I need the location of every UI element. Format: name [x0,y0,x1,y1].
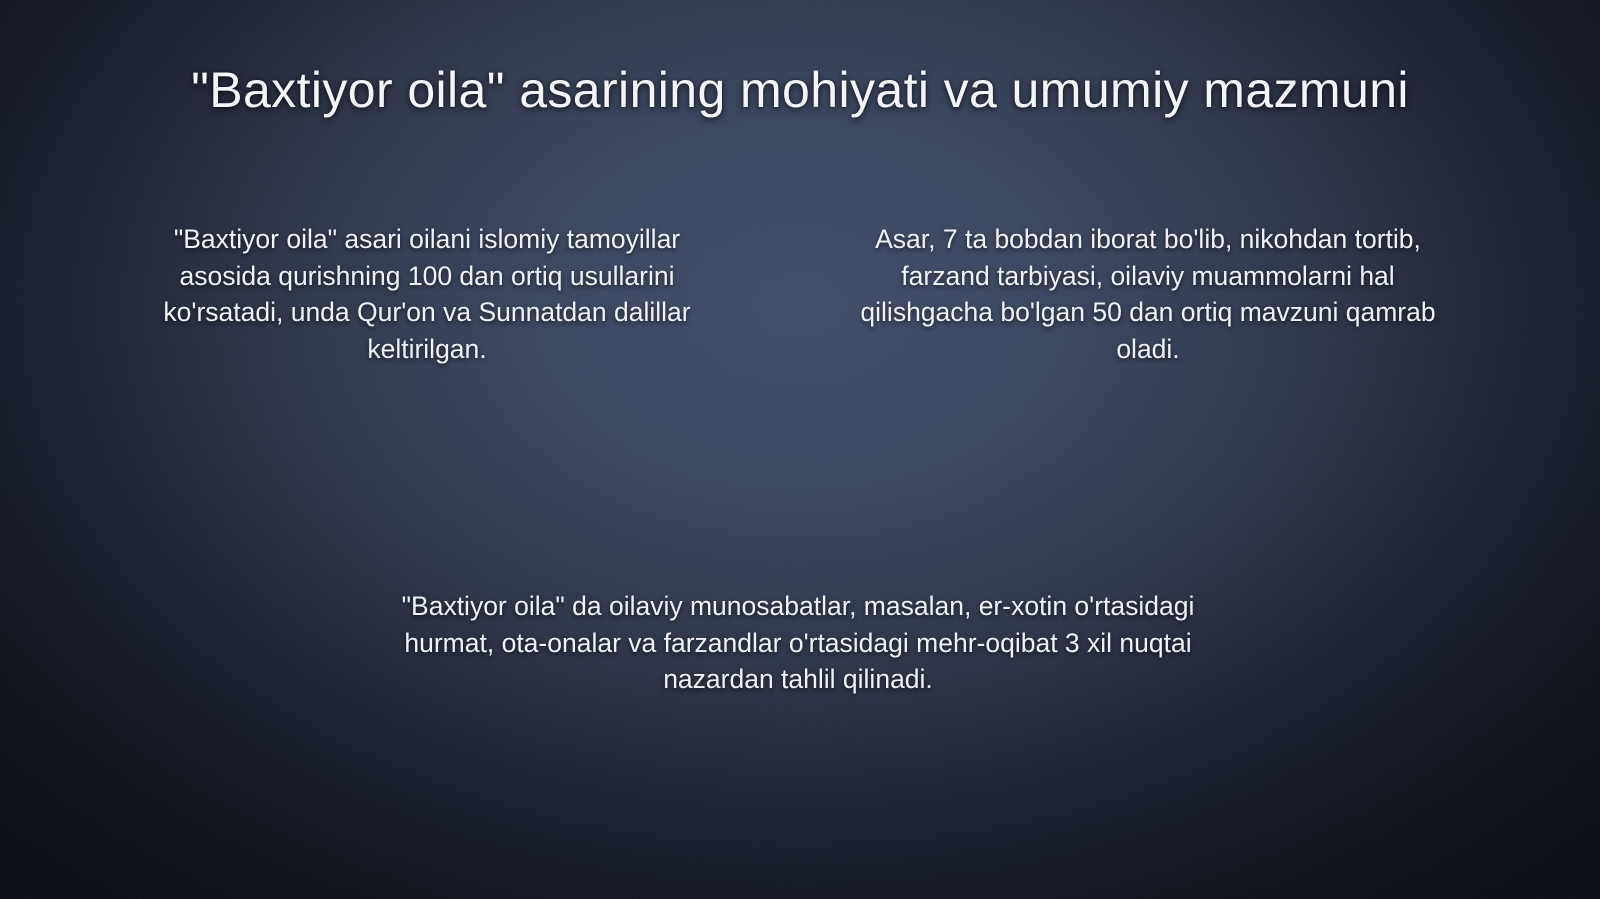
text-line: asosida qurishning 100 dan ortiq usullarini [179,260,675,291]
text-line: ko'rsatadi, unda Qur'on va Sunnatdan dalillar [163,297,691,327]
text-line: qilishgacha bo'lgan 50 dan ortiq mavzuni qamrab [860,297,1436,327]
text-line: oladi. [1116,333,1180,364]
text-line: "Baxtiyor oila" asari oilani islomiy tamoyillar [173,224,681,254]
slide-title: "Baxtiyor oila" asarining mohiyati va umumiy mazmuni [191,62,1409,118]
text-line: hurmat, ota-onalar va farzandlar o'rtasidagi mehr-oqibat 3 xil nuqtai [404,627,1192,658]
text-line: Asar, 7 ta bobdan iborat bo'lib, nikohdan tortib, [875,224,1421,254]
text-line: nazardan tahlil qilinadi. [663,664,933,694]
text-block-left [163,221,690,367]
text-block-right [860,221,1435,367]
text-line: farzand tarbiyasi, oilaviy muammolarni hal [901,260,1395,291]
text-block-bottom [402,588,1195,698]
text-line: keltirilgan. [367,333,487,364]
text-line: "Baxtiyor oila" da oilaviy munosabatlar, masalan, er-xotin o'rtasidagi [401,591,1195,621]
